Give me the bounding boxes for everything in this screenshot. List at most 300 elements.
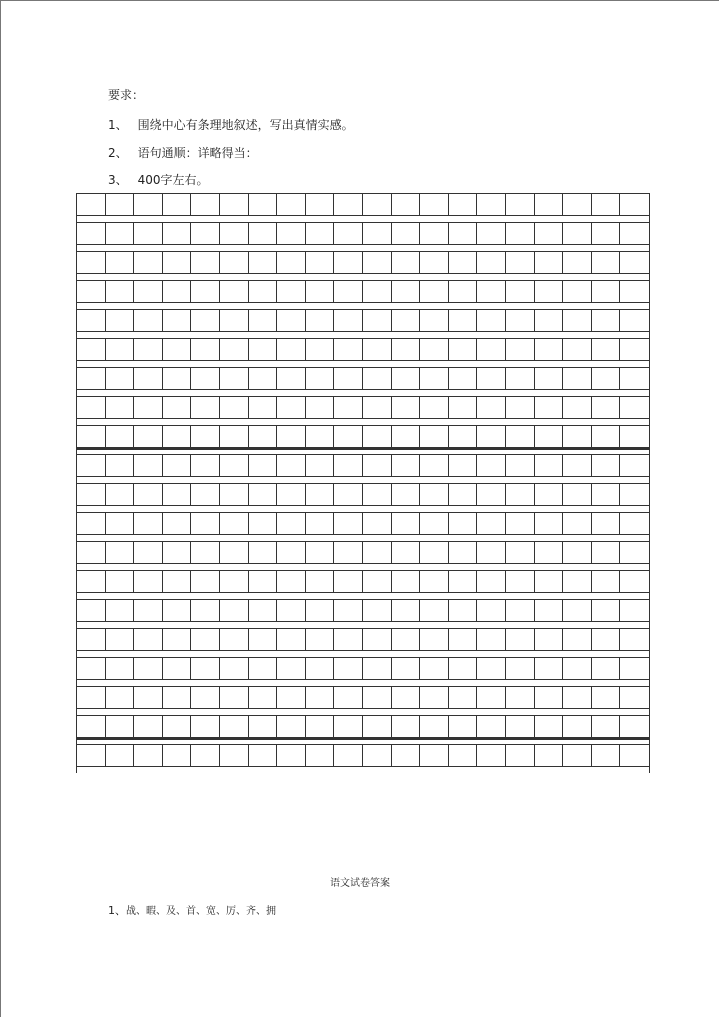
grid-cell — [392, 658, 421, 679]
grid-cell — [277, 484, 306, 505]
grid-cell — [506, 194, 535, 215]
grid-cell — [535, 223, 564, 244]
grid-cell — [449, 339, 478, 360]
grid-cell — [477, 658, 506, 679]
grid-cell — [420, 223, 449, 244]
grid-cell — [563, 252, 592, 273]
grid-cell — [163, 745, 192, 766]
grid-cell — [334, 687, 363, 708]
grid-cell — [363, 716, 392, 737]
grid-cell — [163, 368, 192, 389]
grid-cell — [134, 600, 163, 621]
grid-cell — [535, 629, 564, 650]
grid-cell — [191, 600, 220, 621]
grid-cell — [535, 426, 564, 447]
grid-cell — [77, 397, 106, 418]
grid-cell — [620, 600, 649, 621]
grid-cell — [477, 194, 506, 215]
grid-cell — [592, 339, 621, 360]
grid-cell — [220, 426, 249, 447]
grid-cell — [392, 252, 421, 273]
grid-cell — [249, 252, 278, 273]
grid-cell — [392, 426, 421, 447]
grid-cell — [620, 658, 649, 679]
grid-cell — [306, 455, 335, 476]
requirement-text: 400字左右。 — [137, 173, 209, 187]
grid-cell — [106, 513, 135, 534]
grid-cell — [477, 745, 506, 766]
grid-cell — [392, 281, 421, 302]
grid-cell — [220, 513, 249, 534]
grid-cell — [363, 658, 392, 679]
grid-cell — [134, 368, 163, 389]
grid-cell — [420, 687, 449, 708]
grid-cell — [306, 281, 335, 302]
grid-cell — [392, 745, 421, 766]
grid-cell — [363, 339, 392, 360]
grid-cell — [563, 339, 592, 360]
grid-cell — [592, 252, 621, 273]
grid-cell — [106, 194, 135, 215]
grid-cell — [449, 455, 478, 476]
grid-cell — [134, 281, 163, 302]
grid-cell — [535, 513, 564, 534]
grid-cell — [277, 223, 306, 244]
grid-cell — [306, 687, 335, 708]
grid-cell — [477, 426, 506, 447]
grid-cell — [592, 571, 621, 592]
grid-cell — [392, 484, 421, 505]
grid-cell — [220, 397, 249, 418]
grid-cell — [506, 339, 535, 360]
grid-cell — [392, 455, 421, 476]
grid-cell — [306, 252, 335, 273]
grid-cell — [249, 194, 278, 215]
grid-cell — [506, 513, 535, 534]
grid-cell — [277, 687, 306, 708]
grid-cell — [306, 223, 335, 244]
grid-cell — [420, 716, 449, 737]
grid-cell — [77, 571, 106, 592]
grid-cell — [249, 600, 278, 621]
grid-cell — [449, 542, 478, 563]
grid-cell — [191, 339, 220, 360]
grid-cell — [392, 687, 421, 708]
grid-cell — [363, 252, 392, 273]
grid-cell — [363, 368, 392, 389]
grid-cell — [334, 571, 363, 592]
grid-cell — [306, 339, 335, 360]
grid-cell — [77, 426, 106, 447]
grid-cell — [163, 687, 192, 708]
grid-cell — [563, 426, 592, 447]
grid-cell — [506, 455, 535, 476]
grid-cell — [249, 368, 278, 389]
grid-cell — [392, 339, 421, 360]
answer-section-title: 语文试卷答案 — [330, 878, 390, 889]
grid-cell — [420, 745, 449, 766]
grid-cell — [592, 542, 621, 563]
grid-cell — [535, 368, 564, 389]
grid-cell — [420, 281, 449, 302]
requirement-number: 1、 — [108, 118, 128, 132]
grid-cell — [506, 252, 535, 273]
grid-cell — [334, 310, 363, 331]
grid-cell — [535, 484, 564, 505]
grid-cell — [134, 223, 163, 244]
grid-cell — [163, 397, 192, 418]
grid-cell — [363, 310, 392, 331]
grid-cell — [334, 716, 363, 737]
grid-cell — [277, 745, 306, 766]
grid-cell — [620, 223, 649, 244]
grid-cell — [77, 252, 106, 273]
grid-cell — [106, 252, 135, 273]
grid-cell — [620, 426, 649, 447]
grid-cell — [77, 455, 106, 476]
grid-cell — [77, 281, 106, 302]
grid-cell — [163, 310, 192, 331]
grid-cell — [420, 629, 449, 650]
grid-cell — [334, 658, 363, 679]
grid-cell — [163, 339, 192, 360]
grid-cell — [191, 252, 220, 273]
grid-cell — [535, 542, 564, 563]
grid-cell — [77, 542, 106, 563]
grid-cell — [277, 339, 306, 360]
requirement-item-2 — [108, 144, 258, 161]
grid-cell — [106, 716, 135, 737]
grid-cell — [392, 542, 421, 563]
grid-cell — [191, 687, 220, 708]
grid-cell — [420, 194, 449, 215]
grid-cell — [563, 223, 592, 244]
grid-cell — [363, 426, 392, 447]
grid-cell — [334, 397, 363, 418]
grid-cell — [449, 629, 478, 650]
grid-cell — [563, 310, 592, 331]
grid-cell — [592, 397, 621, 418]
grid-cell — [392, 716, 421, 737]
grid-cell — [449, 745, 478, 766]
requirement-item-1 — [108, 116, 354, 133]
grid-cell — [277, 600, 306, 621]
grid-cell — [449, 397, 478, 418]
grid-cell — [306, 484, 335, 505]
grid-cell — [334, 281, 363, 302]
grid-cell — [77, 687, 106, 708]
grid-cell — [620, 716, 649, 737]
grid-cell — [334, 194, 363, 215]
grid-cell — [420, 484, 449, 505]
grid-cell — [392, 397, 421, 418]
grid-cell — [477, 368, 506, 389]
grid-cell — [306, 629, 335, 650]
grid-cell — [392, 600, 421, 621]
grid-cell — [535, 310, 564, 331]
grid-cell — [163, 629, 192, 650]
grid-cell — [392, 310, 421, 331]
grid-cell — [449, 252, 478, 273]
grid-cell — [592, 513, 621, 534]
grid-cell — [506, 687, 535, 708]
grid-cell — [163, 484, 192, 505]
grid-cell — [420, 339, 449, 360]
grid-cell — [506, 571, 535, 592]
grid-cell — [106, 571, 135, 592]
grid-row — [76, 338, 650, 361]
grid-cell — [477, 629, 506, 650]
grid-cell — [592, 484, 621, 505]
grid-cell — [535, 252, 564, 273]
grid-cell — [134, 339, 163, 360]
grid-cell — [106, 426, 135, 447]
grid-cell — [620, 513, 649, 534]
grid-cell — [420, 252, 449, 273]
grid-cell — [77, 629, 106, 650]
grid-cell — [334, 745, 363, 766]
grid-cell — [249, 745, 278, 766]
grid-cell — [563, 745, 592, 766]
grid-cell — [620, 339, 649, 360]
grid-cell — [535, 600, 564, 621]
grid-cell — [420, 310, 449, 331]
grid-cell — [592, 455, 621, 476]
grid-cell — [134, 484, 163, 505]
grid-cell — [420, 658, 449, 679]
grid-cell — [306, 368, 335, 389]
grid-cell — [535, 658, 564, 679]
grid-cell — [77, 310, 106, 331]
grid-row — [76, 541, 650, 564]
grid-cell — [191, 368, 220, 389]
grid-cell — [77, 716, 106, 737]
grid-cell — [163, 542, 192, 563]
grid-cell — [592, 600, 621, 621]
grid-cell — [392, 629, 421, 650]
grid-cell — [506, 484, 535, 505]
grid-cell — [420, 542, 449, 563]
grid-cell — [163, 571, 192, 592]
grid-cell — [563, 629, 592, 650]
requirement-item-3 — [108, 171, 209, 188]
grid-cell — [134, 194, 163, 215]
grid-cell — [334, 223, 363, 244]
grid-cell — [191, 745, 220, 766]
grid-cell — [477, 600, 506, 621]
grid-cell — [306, 426, 335, 447]
grid-cell — [477, 513, 506, 534]
grid-cell — [363, 745, 392, 766]
grid-cell — [306, 600, 335, 621]
grid-cell — [106, 542, 135, 563]
grid-row — [76, 686, 650, 709]
grid-cell — [563, 513, 592, 534]
grid-cell — [277, 310, 306, 331]
grid-cell — [106, 455, 135, 476]
grid-cell — [535, 339, 564, 360]
grid-cell — [277, 455, 306, 476]
grid-cell — [277, 658, 306, 679]
grid-cell — [220, 571, 249, 592]
grid-cell — [106, 281, 135, 302]
grid-cell — [191, 455, 220, 476]
grid-cell — [620, 571, 649, 592]
grid-cell — [163, 252, 192, 273]
grid-cell — [191, 658, 220, 679]
grid-cell — [449, 571, 478, 592]
grid-cell — [77, 658, 106, 679]
grid-cell — [220, 194, 249, 215]
grid-cell — [334, 368, 363, 389]
grid-cell — [506, 629, 535, 650]
grid-cell — [191, 629, 220, 650]
grid-cell — [592, 687, 621, 708]
grid-cell — [249, 455, 278, 476]
grid-cell — [77, 223, 106, 244]
grid-row — [76, 628, 650, 651]
grid-cell — [506, 542, 535, 563]
grid-cell — [306, 658, 335, 679]
grid-cell — [620, 397, 649, 418]
grid-cell — [363, 600, 392, 621]
grid-cell — [620, 455, 649, 476]
grid-cell — [420, 600, 449, 621]
grid-cell — [220, 252, 249, 273]
grid-cell — [449, 368, 478, 389]
grid-cell — [449, 600, 478, 621]
grid-cell — [334, 484, 363, 505]
grid-cell — [306, 194, 335, 215]
grid-cell — [449, 658, 478, 679]
grid-cell — [363, 281, 392, 302]
grid-cell — [506, 426, 535, 447]
grid-cell — [535, 716, 564, 737]
grid-cell — [563, 194, 592, 215]
grid-cell — [334, 426, 363, 447]
grid-cell — [477, 716, 506, 737]
grid-cell — [334, 600, 363, 621]
grid-cell — [106, 310, 135, 331]
grid-cell — [392, 571, 421, 592]
grid-cell — [249, 571, 278, 592]
grid-cell — [163, 281, 192, 302]
grid-cell — [77, 368, 106, 389]
grid-cell — [620, 542, 649, 563]
grid-cell — [77, 194, 106, 215]
grid-cell — [277, 542, 306, 563]
grid-cell — [220, 687, 249, 708]
grid-cell — [134, 658, 163, 679]
grid-cell — [134, 542, 163, 563]
grid-cell — [449, 513, 478, 534]
grid-cell — [506, 745, 535, 766]
grid-cell — [249, 281, 278, 302]
grid-cell — [592, 194, 621, 215]
grid-cell — [306, 310, 335, 331]
grid-cell — [506, 716, 535, 737]
grid-row — [76, 222, 650, 245]
grid-cell — [249, 397, 278, 418]
grid-row — [76, 280, 650, 303]
grid-cell — [163, 455, 192, 476]
grid-cell — [220, 310, 249, 331]
grid-cell — [620, 194, 649, 215]
grid-cell — [277, 252, 306, 273]
grid-cell — [249, 484, 278, 505]
grid-cell — [277, 513, 306, 534]
grid-cell — [220, 600, 249, 621]
grid-row — [76, 744, 650, 767]
grid-row — [76, 570, 650, 593]
grid-cell — [363, 455, 392, 476]
grid-cell — [563, 484, 592, 505]
grid-cell — [277, 629, 306, 650]
answer-text: 战、暇、及、首、宽、厉、齐、拥 — [126, 906, 276, 917]
requirement-text: 围绕中心有条理地叙述，写出真情实感。 — [137, 118, 354, 132]
grid-cell — [506, 600, 535, 621]
grid-cell — [449, 281, 478, 302]
grid-cell — [535, 397, 564, 418]
grid-cell — [477, 687, 506, 708]
grid-cell — [477, 571, 506, 592]
grid-cell — [77, 513, 106, 534]
grid-cell — [306, 571, 335, 592]
grid-cell — [449, 484, 478, 505]
grid-cell — [134, 397, 163, 418]
grid-row — [76, 599, 650, 622]
grid-cell — [477, 455, 506, 476]
grid-cell — [392, 223, 421, 244]
answer-number: 1、 — [108, 904, 126, 917]
grid-cell — [134, 310, 163, 331]
grid-cell — [277, 368, 306, 389]
grid-cell — [134, 629, 163, 650]
grid-cell — [449, 687, 478, 708]
grid-cell — [277, 571, 306, 592]
grid-cell — [277, 426, 306, 447]
grid-cell — [306, 397, 335, 418]
grid-cell — [191, 484, 220, 505]
grid-cell — [106, 629, 135, 650]
grid-cell — [220, 339, 249, 360]
grid-cell — [134, 252, 163, 273]
grid-cell — [220, 281, 249, 302]
grid-cell — [363, 571, 392, 592]
grid-cell — [249, 542, 278, 563]
answer-line-1 — [108, 902, 276, 918]
grid-cell — [592, 310, 621, 331]
grid-cell — [334, 629, 363, 650]
grid-cell — [334, 542, 363, 563]
grid-cell — [506, 281, 535, 302]
grid-cell — [334, 339, 363, 360]
requirements-title: 要求： — [108, 88, 145, 102]
grid-row — [76, 309, 650, 332]
grid-row — [76, 715, 650, 738]
grid-cell — [620, 484, 649, 505]
grid-cell — [106, 397, 135, 418]
grid-cell — [191, 716, 220, 737]
grid-cell — [592, 223, 621, 244]
grid-cell — [191, 194, 220, 215]
grid-row-gap — [76, 767, 650, 773]
grid-cell — [163, 658, 192, 679]
requirement-number: 3、 — [108, 173, 128, 187]
grid-cell — [563, 542, 592, 563]
grid-cell — [449, 310, 478, 331]
grid-cell — [249, 223, 278, 244]
